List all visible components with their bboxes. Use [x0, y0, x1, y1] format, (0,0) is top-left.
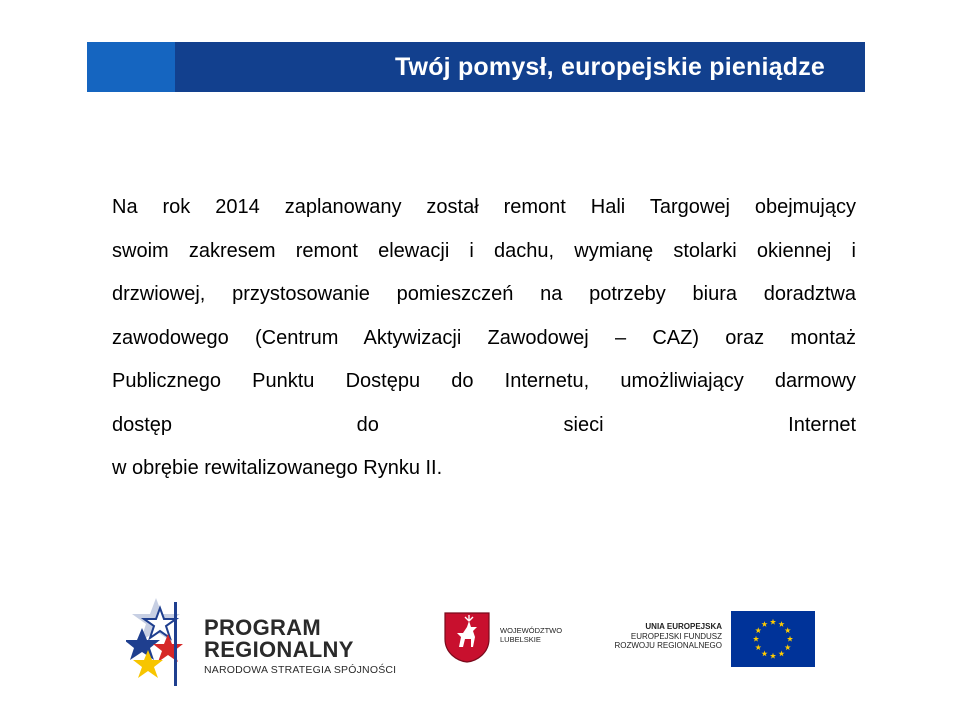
program-regionalny-logo-icon — [126, 594, 186, 686]
eu-star-icon — [778, 651, 784, 657]
eu-line1: UNIA EUROPEJSKA — [645, 622, 722, 631]
eu-star-icon — [778, 621, 784, 627]
eu-star-icon — [785, 644, 791, 650]
program-line3: NARODOWA STRATEGIA SPÓJNOŚCI — [204, 664, 397, 676]
paragraph-line: Publicznego Punktu Dostępu do Internetu, umożliwiający darmowy — [112, 370, 856, 392]
header-main-bar — [175, 42, 865, 92]
eu-line3: ROZWOJU REGIONALNEGO — [614, 641, 722, 650]
eu-line2: EUROPEJSKI FUNDUSZ — [630, 631, 722, 641]
lubelskie-line1: WOJEWÓDZTWO — [500, 626, 563, 635]
lubelskie-line2: LUBELSKIE — [500, 635, 541, 644]
eu-star-icon — [755, 627, 761, 633]
eu-star-icon — [785, 627, 791, 633]
paragraph-line: drzwiowej, przystosowanie pomieszczeń na potrzeby biura doradztwa — [112, 283, 856, 305]
eu-star-icon — [770, 619, 776, 625]
program-line2: REGIONALNY — [204, 637, 354, 662]
lubelskie-text — [500, 626, 562, 644]
eu-star-icon — [755, 644, 761, 650]
lubelskie-crest-icon — [443, 611, 491, 663]
eu-star-icon — [761, 621, 767, 627]
program-line1: PROGRAM — [204, 615, 321, 640]
paragraph-line: zawodowego (Centrum Aktywizacji Zawodowej – CAZ) oraz montaż — [112, 326, 856, 349]
header-accent-block — [87, 42, 175, 92]
page-title: Twój pomysł, europejskie pieniądze — [394, 52, 825, 81]
header-banner — [87, 42, 865, 92]
eu-star-icon — [770, 653, 776, 659]
paragraph-line: dostęp do sieci Internet — [112, 413, 856, 436]
eu-star-icon — [761, 651, 767, 657]
paragraph-line: Na rok 2014 zaplanowany został remont Hali Targowej obejmujący — [112, 196, 856, 218]
eu-star-icon — [753, 636, 759, 642]
paragraph-line: w obrębie rewitalizowanego Rynku II. — [112, 457, 443, 479]
paragraph-line: swoim zakresem remont elewacji i dachu, wymianę stolarki okiennej i — [112, 239, 856, 262]
eu-text — [590, 622, 722, 651]
eu-flag-icon — [731, 611, 815, 667]
program-regionalny-text — [204, 617, 396, 676]
eu-star-icon — [787, 636, 793, 642]
body-paragraph — [112, 186, 856, 491]
